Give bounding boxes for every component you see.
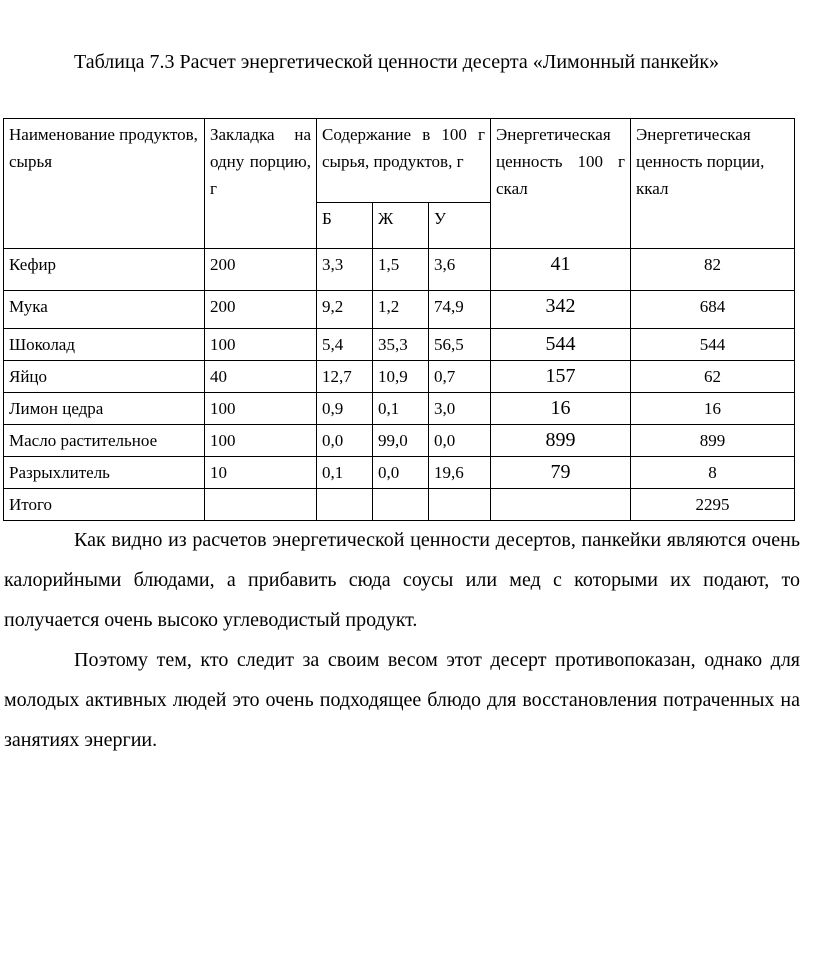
cell-carbs: 3,6: [429, 249, 491, 291]
cell-portion: 200: [205, 291, 317, 329]
paragraph: Как видно из расчетов энергетической ценности десертов, панкейки являются очень калорийными блюдами, а прибавить сюда соусы или мед с которыми их подают, то получается очень высоко углеводистый продукт.: [4, 529, 800, 631]
cell-carbs: 56,5: [429, 329, 491, 361]
cell-energy-portion: 62: [631, 361, 795, 393]
header-carbs: У: [429, 203, 491, 249]
cell-product-name: Шоколад: [4, 329, 205, 361]
cell-product-name: Масло растительное: [4, 425, 205, 457]
total-energy100-cell: [491, 489, 631, 521]
cell-energy-100g: 899: [491, 425, 631, 457]
cell-carbs: 3,0: [429, 393, 491, 425]
cell-fat: 0,0: [373, 457, 429, 489]
cell-energy-100g: 41: [491, 249, 631, 291]
cell-fat: 0,1: [373, 393, 429, 425]
header-energy-portion: Энергетическая ценность порции, ккал: [631, 119, 795, 249]
header-fat: Ж: [373, 203, 429, 249]
cell-portion: 100: [205, 425, 317, 457]
cell-energy-100g: 157: [491, 361, 631, 393]
cell-product-name: Кефир: [4, 249, 205, 291]
table-row: [4, 425, 795, 457]
cell-product-name: Лимон цедра: [4, 393, 205, 425]
table-caption: Таблица 7.3 Расчет энергетической ценности десерта «Лимонный панкейк»: [74, 51, 720, 73]
total-carbs-cell: [429, 489, 491, 521]
header-name: Наименование продуктов, сырья: [4, 119, 205, 249]
cell-protein: 0,1: [317, 457, 373, 489]
cell-protein: 12,7: [317, 361, 373, 393]
table-row: [4, 249, 795, 291]
cell-fat: 99,0: [373, 425, 429, 457]
cell-portion: 10: [205, 457, 317, 489]
cell-protein: 3,3: [317, 249, 373, 291]
cell-fat: 35,3: [373, 329, 429, 361]
cell-energy-100g: 342: [491, 291, 631, 329]
cell-product-name: Яйцо: [4, 361, 205, 393]
cell-carbs: 19,6: [429, 457, 491, 489]
cell-portion: 200: [205, 249, 317, 291]
cell-carbs: 0,7: [429, 361, 491, 393]
cell-carbs: 0,0: [429, 425, 491, 457]
cell-energy-portion: 8: [631, 457, 795, 489]
header-protein: Б: [317, 203, 373, 249]
cell-portion: 100: [205, 329, 317, 361]
cell-portion: 100: [205, 393, 317, 425]
table-row: [4, 393, 795, 425]
cell-energy-portion: 899: [631, 425, 795, 457]
paragraph: Поэтому тем, кто следит за своим весом этот десерт противопоказан, однако для молодых активных людей это очень подходящее блюдо для восстановления потраченных на занятиях энергии.: [4, 649, 800, 751]
table-row: [4, 291, 795, 329]
cell-energy-100g: 79: [491, 457, 631, 489]
cell-fat: 1,2: [373, 291, 429, 329]
cell-product-name: Мука: [4, 291, 205, 329]
cell-protein: 0,9: [317, 393, 373, 425]
total-portion-cell: [205, 489, 317, 521]
total-label: Итого: [4, 489, 205, 521]
energy-value-table: [3, 118, 795, 521]
cell-fat: 10,9: [373, 361, 429, 393]
cell-protein: 0,0: [317, 425, 373, 457]
header-content: Содержание в 100 г сырья, продуктов, г: [317, 119, 491, 203]
cell-portion: 40: [205, 361, 317, 393]
cell-fat: 1,5: [373, 249, 429, 291]
cell-protein: 5,4: [317, 329, 373, 361]
total-fat-cell: [373, 489, 429, 521]
cell-energy-portion: 544: [631, 329, 795, 361]
table-row: [4, 329, 795, 361]
table-row: [4, 457, 795, 489]
cell-product-name: Разрыхлитель: [4, 457, 205, 489]
total-protein-cell: [317, 489, 373, 521]
cell-energy-portion: 82: [631, 249, 795, 291]
cell-energy-portion: 684: [631, 291, 795, 329]
table-row: [4, 361, 795, 393]
header-energy-100g: Энергетическая ценность 100 г скал: [491, 119, 631, 249]
cell-energy-100g: 544: [491, 329, 631, 361]
cell-energy-100g: 16: [491, 393, 631, 425]
table-total-row: [4, 489, 795, 521]
cell-protein: 9,2: [317, 291, 373, 329]
cell-energy-portion: 16: [631, 393, 795, 425]
cell-carbs: 74,9: [429, 291, 491, 329]
total-energy-value: 2295: [631, 489, 795, 521]
header-portion: Закладка на одну порцию, г: [205, 119, 317, 249]
table-header-row: [4, 119, 795, 203]
